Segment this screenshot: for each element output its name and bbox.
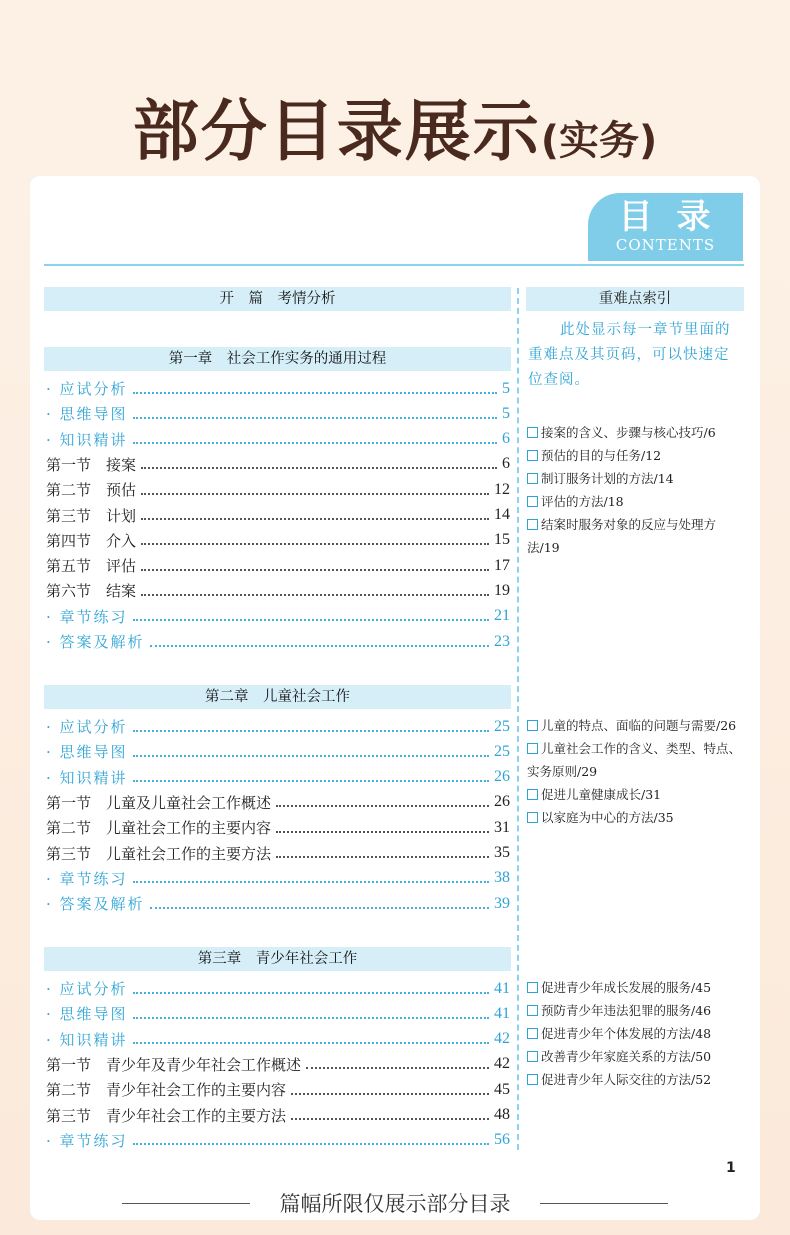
toc-entry-label: · 思维导图 <box>46 1005 128 1024</box>
toc-page-number: 5 <box>502 379 510 397</box>
toc-entry[interactable] <box>46 765 510 790</box>
toc-entry[interactable] <box>46 1052 510 1077</box>
checkbox-icon <box>527 450 538 461</box>
toc-page-number: 25 <box>494 742 510 760</box>
chapter-2-key-points <box>527 714 745 829</box>
key-point-item[interactable] <box>527 490 745 513</box>
toc-leader-dots <box>133 619 489 621</box>
toc-entry[interactable] <box>46 1077 510 1102</box>
toc-page-number: 26 <box>494 793 510 811</box>
toc-entry-label: 儿童及儿童社会工作概述 <box>106 793 272 812</box>
toc-entry-label: 青少年社会工作的主要方法 <box>106 1106 287 1125</box>
toc-entry[interactable] <box>46 841 510 866</box>
toc-page-number: 38 <box>494 869 510 887</box>
toc-entry[interactable] <box>46 815 510 840</box>
toc-entry[interactable] <box>46 1027 510 1052</box>
toc-entry[interactable] <box>46 1001 510 1026</box>
key-point-item[interactable] <box>527 444 745 467</box>
toc-entry-label: 接案 <box>106 455 137 474</box>
key-point-item[interactable] <box>527 976 745 999</box>
toc-entry[interactable] <box>46 739 510 764</box>
toc-section-number: 第一节 <box>46 793 107 812</box>
toc-page-number: 48 <box>494 1106 510 1123</box>
toc-leader-dots <box>150 645 489 647</box>
column-divider <box>517 288 519 1150</box>
toc-entry-label: · 章节练习 <box>46 869 128 888</box>
toc-section-number: 第二节 <box>46 819 107 838</box>
toc-entry-label: 预估 <box>106 481 137 500</box>
toc-entry[interactable] <box>46 401 510 426</box>
toc-entry-label: 介入 <box>106 531 137 550</box>
chapter-3-title: 第三章 青少年社会工作 <box>44 947 511 971</box>
toc-page-number: 17 <box>494 556 510 574</box>
header-divider <box>44 264 744 266</box>
checkbox-icon <box>527 743 538 754</box>
toc-section-number: 第三节 <box>46 506 107 525</box>
checkbox-icon <box>527 473 538 484</box>
toc-leader-dots <box>141 467 497 469</box>
checkbox-icon <box>527 812 538 823</box>
toc-entry[interactable] <box>46 604 510 629</box>
toc-page-number: 45 <box>494 1080 510 1098</box>
toc-entry-label: 计划 <box>106 506 137 525</box>
toc-entry-label: · 应试分析 <box>46 718 128 736</box>
checkbox-icon <box>527 519 538 530</box>
page-title: 部分目录展示(实务) <box>132 93 658 170</box>
toc-leader-dots <box>141 543 489 545</box>
toc-page-number: 6 <box>502 455 510 473</box>
toc-leader-dots <box>133 417 497 419</box>
key-point-text: 促进青少年成长发展的服务/45 <box>541 980 712 995</box>
toc-leader-dots <box>141 493 489 495</box>
toc-leader-dots <box>306 1067 489 1069</box>
toc-section-number: 第三节 <box>46 1106 107 1125</box>
toc-entry-label: 儿童社会工作的主要方法 <box>106 844 272 863</box>
toc-entry[interactable] <box>46 477 510 502</box>
toc-entry[interactable] <box>46 553 510 578</box>
chapter-1-key-points <box>527 421 745 559</box>
checkbox-icon <box>527 720 538 731</box>
toc-leader-dots <box>133 1143 489 1145</box>
contents-tab-en: CONTENTS <box>615 236 716 254</box>
toc-entry[interactable] <box>46 1103 510 1128</box>
toc-leader-dots <box>141 594 489 596</box>
toc-leader-dots <box>133 1017 489 1019</box>
key-point-text: 结案时服务对象的反应与处理方法/19 <box>527 517 717 555</box>
key-point-item[interactable] <box>527 806 745 829</box>
toc-section-number: 第一节 <box>46 455 107 474</box>
toc-entry-label: · 章节练习 <box>46 607 128 626</box>
toc-entry[interactable] <box>46 790 510 815</box>
toc-section-number: 第五节 <box>46 557 107 576</box>
toc-leader-dots <box>291 1118 489 1120</box>
checkbox-icon <box>527 789 538 800</box>
toc-leader-dots <box>141 518 489 520</box>
toc-entry-label: · 思维导图 <box>46 405 128 424</box>
chapter-1-title: 第一章 社会工作实务的通用过程 <box>44 347 511 371</box>
toc-entry[interactable] <box>46 629 510 654</box>
toc-section-number: 第三节 <box>46 844 107 863</box>
toc-leader-dots <box>133 881 489 883</box>
toc-leader-dots <box>291 1093 489 1095</box>
toc-entry[interactable] <box>46 714 510 739</box>
toc-page-number: 6 <box>502 430 510 448</box>
checkbox-icon <box>527 1005 538 1016</box>
opening-bar: 开 篇 考情分析 <box>44 287 511 311</box>
toc-page-number: 25 <box>494 717 510 735</box>
toc-entry-label: · 知识精讲 <box>46 430 128 449</box>
toc-page-number: 12 <box>494 480 510 498</box>
checkbox-icon <box>527 982 538 993</box>
key-point-item[interactable] <box>527 1022 745 1045</box>
toc-section-number: 第六节 <box>46 582 107 601</box>
toc-page-number: 15 <box>494 531 510 549</box>
toc-page-number: 41 <box>494 1004 510 1022</box>
toc-entry[interactable] <box>46 427 510 452</box>
toc-section-number: 第二节 <box>46 1081 107 1100</box>
toc-entry[interactable] <box>46 452 510 477</box>
toc-entry-label: · 应试分析 <box>46 980 128 998</box>
toc-leader-dots <box>150 907 489 909</box>
toc-entry-label: · 章节练习 <box>46 1131 128 1150</box>
toc-page-number: 41 <box>494 979 510 997</box>
toc-entry[interactable] <box>46 528 510 553</box>
key-point-text: 评估的方法/18 <box>541 494 624 509</box>
key-point-text: 促进青少年个体发展的方法/48 <box>541 1026 712 1041</box>
checkbox-icon <box>527 427 538 438</box>
key-point-text: 预防青少年违法犯罪的服务/46 <box>541 1003 712 1018</box>
toc-page-number: 19 <box>494 581 510 599</box>
toc-section-number: 第四节 <box>46 531 107 550</box>
toc-leader-dots <box>133 392 497 394</box>
toc-entry[interactable] <box>46 866 510 891</box>
toc-section-number: 第二节 <box>46 481 107 500</box>
toc-leader-dots <box>133 755 489 757</box>
toc-entry-label: 儿童社会工作的主要内容 <box>106 819 272 838</box>
toc-leader-dots <box>133 442 497 444</box>
toc-entry-label: · 答案及解析 <box>46 895 145 914</box>
toc-entry[interactable] <box>46 1128 510 1153</box>
toc-entry[interactable] <box>46 891 510 916</box>
toc-entry-label: · 答案及解析 <box>46 633 145 651</box>
page-number: 1 <box>726 1160 736 1176</box>
key-point-text: 儿童的特点、面临的问题与需要/26 <box>541 718 737 733</box>
key-point-text: 促进青少年人际交往的方法/52 <box>541 1072 712 1087</box>
checkbox-icon <box>527 496 538 507</box>
toc-leader-dots <box>276 856 489 858</box>
toc-section-number: 第一节 <box>46 1055 107 1074</box>
toc-entry[interactable] <box>46 503 510 528</box>
key-point-item[interactable] <box>527 783 745 806</box>
toc-leader-dots <box>133 992 489 994</box>
contents-tab <box>588 193 743 261</box>
toc-leader-dots <box>133 730 489 732</box>
checkbox-icon <box>527 1051 538 1062</box>
footer-note: 篇幅所限仅展示部分目录 <box>279 1192 511 1216</box>
toc-page-number: 23 <box>494 632 510 650</box>
toc-page-number: 31 <box>494 818 510 836</box>
toc-leader-dots <box>276 805 489 807</box>
toc-page-number: 56 <box>494 1131 510 1149</box>
key-point-item[interactable] <box>527 421 745 444</box>
toc-page-number: 42 <box>494 1030 510 1048</box>
toc-entry-label: 评估 <box>106 557 137 576</box>
toc-entry[interactable] <box>46 376 510 401</box>
key-points-header: 重难点索引 <box>526 287 744 311</box>
key-point-text: 预估的目的与任务/12 <box>541 448 662 463</box>
contents-tab-zh: 目录 <box>618 197 735 237</box>
toc-page-number: 39 <box>494 894 510 912</box>
chapter-3-key-points <box>527 976 745 1091</box>
key-point-item[interactable] <box>527 467 745 490</box>
toc-page-number: 14 <box>494 506 510 523</box>
key-points-note: 此处显示每一章节里面的重难点及其页码，可以快速定位查阅。 <box>528 322 731 388</box>
footer-line-right <box>540 1203 668 1204</box>
toc-entry-label: · 知识精讲 <box>46 768 128 787</box>
toc-page-number: 21 <box>494 607 510 625</box>
toc-page-number: 35 <box>494 844 510 861</box>
toc-entry-label: 青少年社会工作的主要内容 <box>106 1081 287 1100</box>
toc-entry[interactable] <box>46 578 510 603</box>
toc-leader-dots <box>141 569 489 571</box>
toc-page-number: 42 <box>494 1055 510 1073</box>
toc-page-number: 26 <box>494 768 510 786</box>
key-point-item[interactable] <box>527 1068 745 1091</box>
key-point-text: 接案的含义、步骤与核心技巧/6 <box>541 425 716 440</box>
toc-page-number: 5 <box>502 404 510 422</box>
chapter-2-title: 第二章 儿童社会工作 <box>44 685 511 709</box>
key-point-text: 改善青少年家庭关系的方法/50 <box>541 1049 712 1064</box>
key-point-item[interactable] <box>527 714 745 737</box>
toc-entry-label: · 知识精讲 <box>46 1030 128 1049</box>
toc-entry-label: · 应试分析 <box>46 380 128 398</box>
checkbox-icon <box>527 1028 538 1039</box>
key-point-item[interactable] <box>527 999 745 1022</box>
key-point-item[interactable] <box>527 737 745 783</box>
toc-entry-label: · 思维导图 <box>46 743 128 762</box>
checkbox-icon <box>527 1074 538 1085</box>
toc-entry[interactable] <box>46 976 510 1001</box>
key-point-item[interactable] <box>527 1045 745 1068</box>
toc-entry-label: 结案 <box>106 582 137 601</box>
toc-entry-label: 青少年及青少年社会工作概述 <box>106 1055 302 1074</box>
key-point-text: 以家庭为中心的方法/35 <box>541 810 674 825</box>
key-point-item[interactable] <box>527 513 745 559</box>
toc-leader-dots <box>133 1042 489 1044</box>
toc-leader-dots <box>276 831 489 833</box>
key-point-text: 制订服务计划的方法/14 <box>541 471 674 486</box>
toc-leader-dots <box>133 780 489 782</box>
key-point-text: 儿童社会工作的含义、类型、特点、实务原则/29 <box>527 741 742 779</box>
key-point-text: 促进儿童健康成长/31 <box>541 787 662 802</box>
